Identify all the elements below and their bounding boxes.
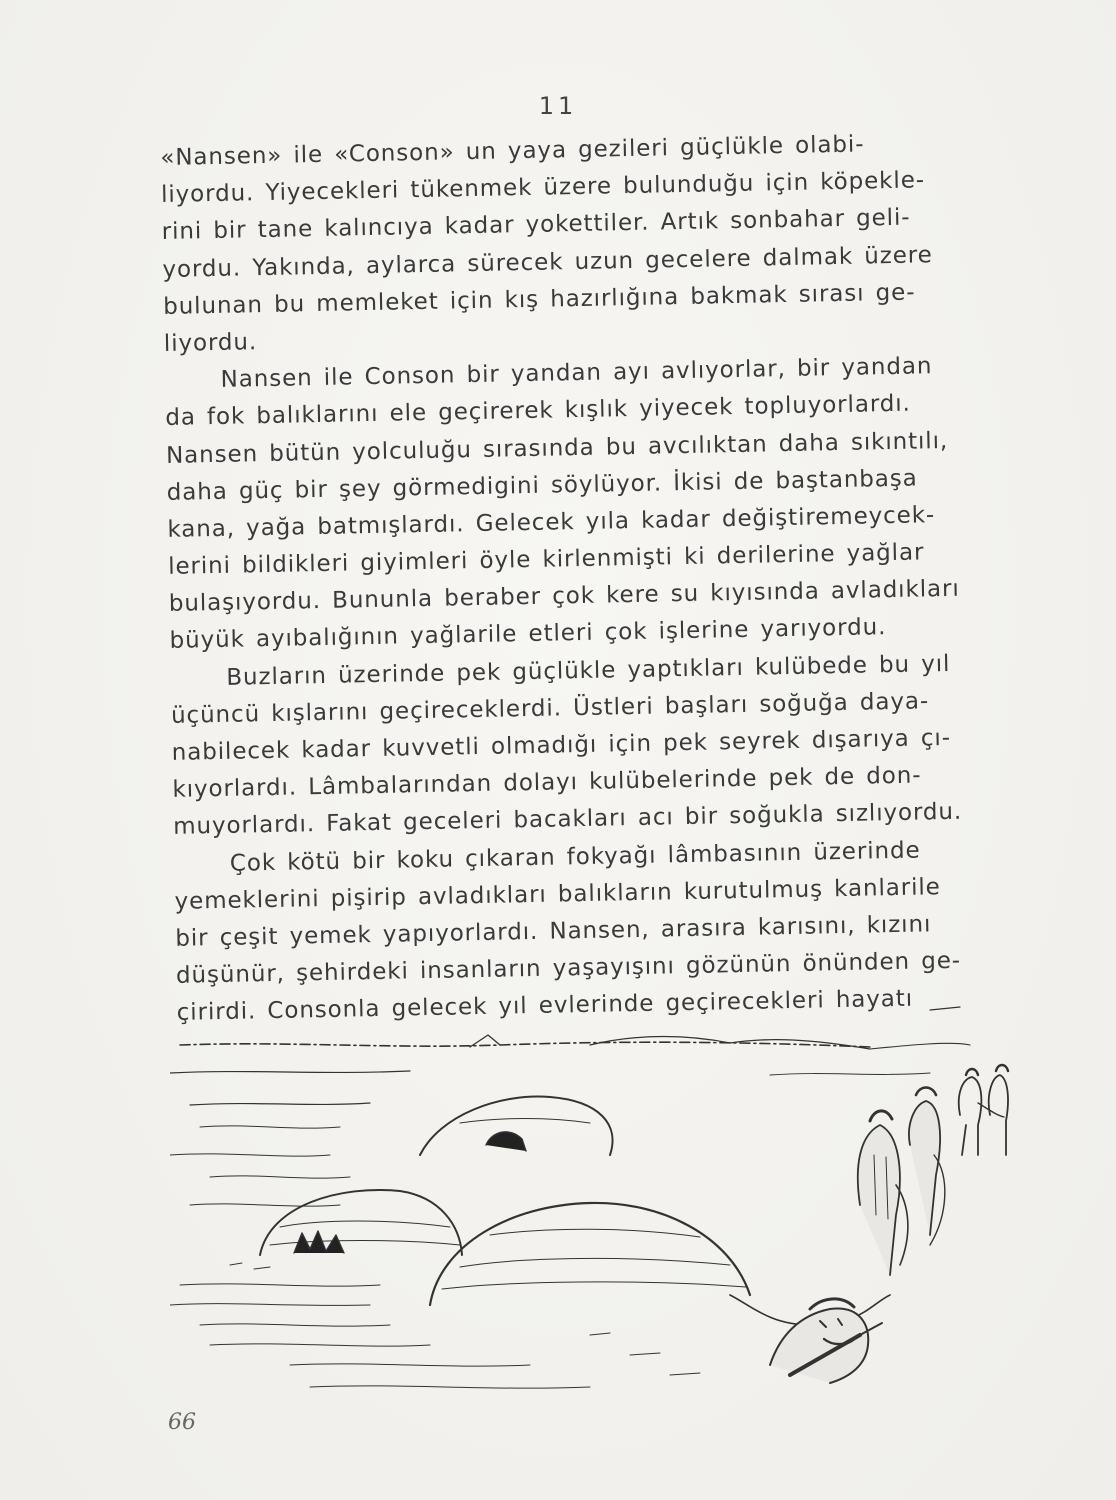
text-line: lerini bildikleri giyimleri öyle kirlenmişti ki derilerine yağlar [167,539,925,580]
text-line: rini bir tane kalıncıya kadar yokettiler. Artık sonbahar geli- [161,204,911,246]
text-line: yordu. Yakında, aylarca sürecek uzun gecelere dalmak üzere [162,241,933,283]
text-line: bir çeşit yemek yapıyorlardı. Nansen, arasıra karısını, kızını [175,911,932,952]
text-line: bulaşıyordu. Bununla beraber çok kere su kıyısında avladıkları [168,575,960,618]
text-line: muyorlardı. Fakat geceleri bacakları acı bir soğukla sızlıyordu. [172,799,963,841]
text-line: yemeklerini pişirip avladıkları balıkların kurutulmuş kanlarile [174,873,941,915]
text-line: «Nansen» ile «Conson» un yaya gezileri güçlükle olabi- [160,131,865,171]
text-line: çirirdi. Consonla gelecek yıl evlerinde geçirecekleri hayatı [176,986,914,1027]
chapter-number: 11 [538,92,578,120]
text-line: Çok kötü bir koku çıkaran fokyağı lâmbasının üzerinde [229,837,921,877]
text-line: kana, yağa batmışlardı. Gelecek yıla kadar değiştiremeycek- [167,502,936,543]
text-line: büyük ayıbalığının yağlarile etleri çok işlerine yarıyordu. [169,614,887,655]
text-line: Nansen bütün yolculuğu sırasında bu avcılıktan daha sıkıntılı, [165,427,949,469]
text-line: Nansen ile Conson bir yandan ayı avlıyorlar, bir yandan [220,353,933,394]
igloo-illustration [170,1005,1010,1405]
text-line: kıyorlardı. Lâmbalarından dolayı kulübelerinde pek de don- [172,762,922,804]
text-line: liyordu. Yiyecekleri tükenmek üzere bulunduğu için köpekle- [160,167,926,209]
body-text [160,124,1023,1033]
text-line: daha güç bir şey görmedigini söylüyor. İkisi de baştanbaşa [166,465,918,506]
text-line: üçüncü kışlarını geçireceklerdi. Üstleri başları soğuğa daya- [170,688,930,729]
text-line: Buzların üzerinde pek güçlükle yaptıkları kulübede bu yıl [226,650,951,691]
text-line: da fok balıklarını ele geçirerek kışlık yiyecek topluyorlardı. [165,390,912,432]
text-line: bulunan bu memleket için kış hazırlığına bakmak sırası ge- [162,279,916,320]
text-line: düşünür, şehirdeki insanların yaşayışını gözünün önünden ge- [175,947,962,989]
text-line: nabilecek kadar kuvvetli olmadığı için pek seyrek dışarıya çı- [171,724,952,766]
text-line: liyordu. [163,329,258,357]
page-number: 66 [168,1410,196,1435]
